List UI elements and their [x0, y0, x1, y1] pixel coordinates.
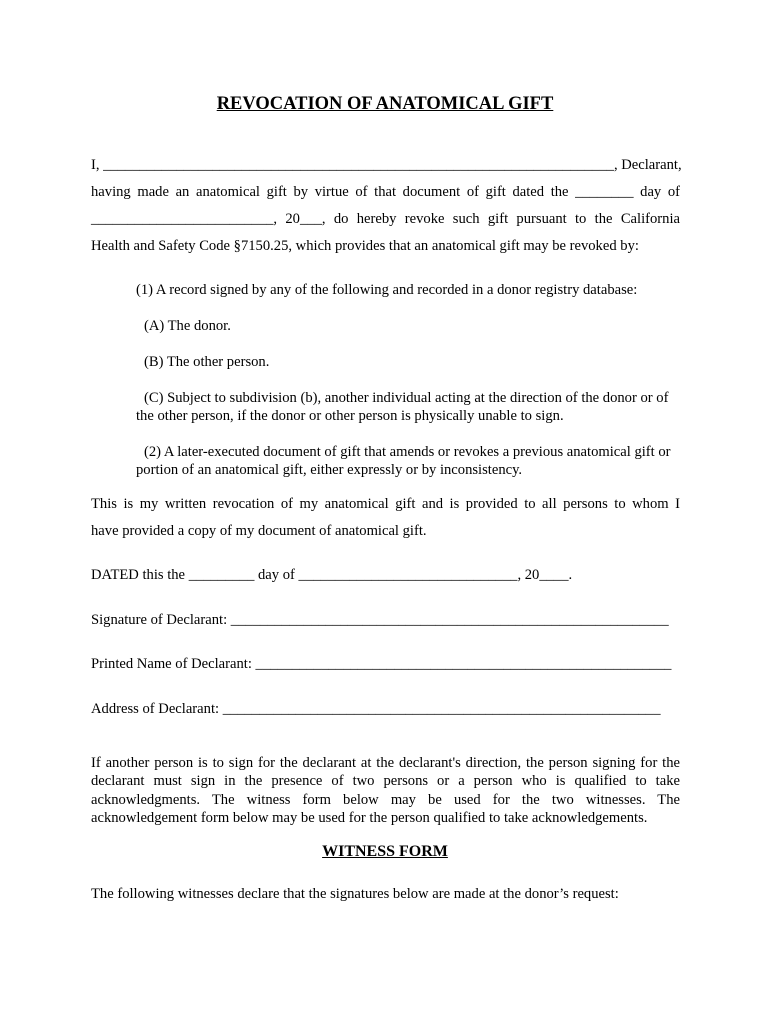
proxy-signing-paragraph: If another person is to sign for the declarant at the declarant's direction, the person signing for the declarant must sign in the presence of two persons or a person who is qualified to take acknowledgments. The witness form below may be used for the two witnesses. The acknowledgement form below may be used for the person qualified to take acknowledgements.	[91, 755, 680, 826]
intro-line-3: _________________________, 20___, do hereby revoke such gift pursuant to the California	[91, 211, 680, 227]
revocation-item-a: (A) The donor.	[144, 318, 231, 334]
revocation-item-b: (B) The other person.	[144, 354, 270, 370]
signature-line: Signature of Declarant: ____________________________________________________________	[91, 612, 669, 628]
revocation-item-2: (2) A later-executed document of gift that amends or revokes a previous anatomical gift or portion of an anatomical gift, either expressly or by inconsistency.	[136, 444, 671, 478]
address-line: Address of Declarant: ____________________________________________________________	[91, 701, 661, 717]
dated-line: DATED this the _________ day of ______________________________, 20____.	[91, 567, 573, 583]
intro-line-1: I, ______________________________________________________________________, Declarant,	[91, 157, 682, 173]
statement-line-1: This is my written revocation of my anatomical gift and is provided to all persons to whom I	[91, 496, 680, 512]
witness-intro: The following witnesses declare that the signatures below are made at the donor’s request:	[91, 886, 619, 902]
revocation-item-c: (C) Subject to subdivision (b), another individual acting at the direction of the donor or of the other person, if the donor or other person is physically unable to sign.	[136, 390, 669, 424]
document-title: REVOCATION OF ANATOMICAL GIFT	[216, 94, 554, 114]
revocation-item-1: (1) A record signed by any of the following and recorded in a donor registry database:	[136, 282, 638, 298]
intro-line-4: Health and Safety Code §7150.25, which provides that an anatomical gift may be revoked by:	[91, 238, 639, 254]
witness-form-title: WITNESS FORM	[322, 843, 448, 860]
statement-line-2: have provided a copy of my document of anatomical gift.	[91, 523, 427, 539]
intro-line-2: having made an anatomical gift by virtue of that document of gift dated the ________ day of	[91, 184, 680, 200]
printed-name-line: Printed Name of Declarant: _________________________________________________________	[91, 656, 672, 672]
